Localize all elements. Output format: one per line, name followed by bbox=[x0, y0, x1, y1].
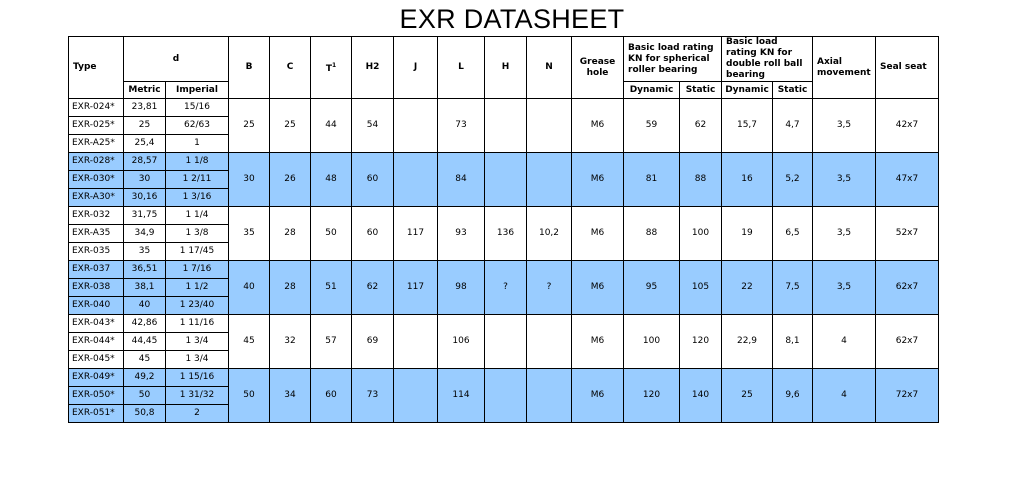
seal-seat-cell: 42x7 bbox=[876, 99, 939, 153]
table-row bbox=[69, 99, 939, 117]
header-c: C bbox=[270, 37, 311, 99]
grease-hole-cell: M6 bbox=[572, 261, 624, 315]
table-row bbox=[69, 315, 939, 333]
dim-l-cell: 93 bbox=[438, 207, 485, 261]
metric-cell: 49,2 bbox=[124, 369, 166, 387]
dim-j-cell: 117 bbox=[394, 207, 438, 261]
header-double-roll-rating: Basic load rating KN for double roll ball bearing bbox=[722, 37, 813, 82]
header-axial-movement: Axial movement bbox=[813, 37, 876, 99]
imperial-cell: 1 1/8 bbox=[166, 153, 229, 171]
dim-n-cell bbox=[527, 153, 572, 207]
type-cell: EXR-045* bbox=[69, 351, 124, 369]
metric-cell: 25 bbox=[124, 117, 166, 135]
dim-h-cell bbox=[485, 153, 527, 207]
spherical-static-cell: 100 bbox=[680, 207, 722, 261]
spherical-dynamic-cell: 59 bbox=[624, 99, 680, 153]
double-dynamic-cell: 22,9 bbox=[722, 315, 773, 369]
dim-h2-cell: 60 bbox=[352, 207, 394, 261]
dim-b-cell: 25 bbox=[229, 99, 270, 153]
dim-b-cell: 40 bbox=[229, 261, 270, 315]
metric-cell: 38,1 bbox=[124, 279, 166, 297]
dim-h2-cell: 54 bbox=[352, 99, 394, 153]
table-body bbox=[69, 99, 939, 423]
table-row bbox=[69, 207, 939, 225]
axial-movement-cell: 3,5 bbox=[813, 153, 876, 207]
type-cell: EXR-040 bbox=[69, 297, 124, 315]
metric-cell: 36,51 bbox=[124, 261, 166, 279]
type-cell: EXR-A25* bbox=[69, 135, 124, 153]
imperial-cell: 1 2/11 bbox=[166, 171, 229, 189]
dim-j-cell: 117 bbox=[394, 261, 438, 315]
table-row bbox=[69, 261, 939, 279]
dim-c-cell: 25 bbox=[270, 99, 311, 153]
dim-h-cell bbox=[485, 99, 527, 153]
dim-t-cell: 50 bbox=[311, 207, 352, 261]
metric-cell: 50 bbox=[124, 387, 166, 405]
imperial-cell: 1 11/16 bbox=[166, 315, 229, 333]
dim-n-cell: 10,2 bbox=[527, 207, 572, 261]
dim-j-cell bbox=[394, 153, 438, 207]
imperial-cell: 1 7/16 bbox=[166, 261, 229, 279]
spherical-dynamic-cell: 81 bbox=[624, 153, 680, 207]
header-t bbox=[311, 37, 352, 99]
dim-b-cell: 45 bbox=[229, 315, 270, 369]
double-dynamic-cell: 16 bbox=[722, 153, 773, 207]
seal-seat-cell: 52x7 bbox=[876, 207, 939, 261]
seal-seat-cell: 62x7 bbox=[876, 261, 939, 315]
dim-h-cell bbox=[485, 315, 527, 369]
imperial-cell: 1 23/40 bbox=[166, 297, 229, 315]
metric-cell: 42,86 bbox=[124, 315, 166, 333]
imperial-cell: 2 bbox=[166, 405, 229, 423]
dim-t-cell: 60 bbox=[311, 369, 352, 423]
axial-movement-cell: 4 bbox=[813, 369, 876, 423]
header-j: J bbox=[394, 37, 438, 99]
header-t-label: T bbox=[325, 64, 332, 74]
type-cell: EXR-030* bbox=[69, 171, 124, 189]
dim-c-cell: 26 bbox=[270, 153, 311, 207]
metric-cell: 25,4 bbox=[124, 135, 166, 153]
header-imperial: Imperial bbox=[166, 82, 229, 99]
dim-j-cell bbox=[394, 315, 438, 369]
type-cell: EXR-025* bbox=[69, 117, 124, 135]
metric-cell: 50,8 bbox=[124, 405, 166, 423]
type-cell: EXR-028* bbox=[69, 153, 124, 171]
header-spherical-static: Static bbox=[680, 82, 722, 99]
type-cell: EXR-037 bbox=[69, 261, 124, 279]
double-static-cell: 8,1 bbox=[773, 315, 813, 369]
double-static-cell: 6,5 bbox=[773, 207, 813, 261]
table-row bbox=[69, 369, 939, 387]
dim-h2-cell: 73 bbox=[352, 369, 394, 423]
imperial-cell: 1 3/4 bbox=[166, 351, 229, 369]
header-type: Type bbox=[69, 37, 124, 99]
imperial-cell: 1 3/16 bbox=[166, 189, 229, 207]
metric-cell: 30,16 bbox=[124, 189, 166, 207]
header-h: H bbox=[485, 37, 527, 99]
dim-l-cell: 98 bbox=[438, 261, 485, 315]
imperial-cell: 1 31/32 bbox=[166, 387, 229, 405]
dim-c-cell: 28 bbox=[270, 207, 311, 261]
spherical-dynamic-cell: 95 bbox=[624, 261, 680, 315]
imperial-cell: 1 17/45 bbox=[166, 243, 229, 261]
axial-movement-cell: 3,5 bbox=[813, 261, 876, 315]
grease-hole-cell: M6 bbox=[572, 315, 624, 369]
header-n: N bbox=[527, 37, 572, 99]
table-row bbox=[69, 153, 939, 171]
spherical-static-cell: 88 bbox=[680, 153, 722, 207]
dim-l-cell: 84 bbox=[438, 153, 485, 207]
spherical-static-cell: 120 bbox=[680, 315, 722, 369]
header-spherical-dynamic: Dynamic bbox=[624, 82, 680, 99]
imperial-cell: 1 3/8 bbox=[166, 225, 229, 243]
metric-cell: 31,75 bbox=[124, 207, 166, 225]
type-cell: EXR-043* bbox=[69, 315, 124, 333]
dim-t-cell: 48 bbox=[311, 153, 352, 207]
metric-cell: 30 bbox=[124, 171, 166, 189]
type-cell: EXR-035 bbox=[69, 243, 124, 261]
dim-h-cell bbox=[485, 369, 527, 423]
imperial-cell: 1 1/4 bbox=[166, 207, 229, 225]
double-dynamic-cell: 22 bbox=[722, 261, 773, 315]
spherical-static-cell: 105 bbox=[680, 261, 722, 315]
header-b: B bbox=[229, 37, 270, 99]
dim-n-cell bbox=[527, 315, 572, 369]
header-double-static: Static bbox=[773, 82, 813, 99]
imperial-cell: 1 3/4 bbox=[166, 333, 229, 351]
dim-t-cell: 51 bbox=[311, 261, 352, 315]
header-l: L bbox=[438, 37, 485, 99]
dim-j-cell bbox=[394, 369, 438, 423]
grease-hole-cell: M6 bbox=[572, 207, 624, 261]
dim-h2-cell: 60 bbox=[352, 153, 394, 207]
dim-l-cell: 73 bbox=[438, 99, 485, 153]
dim-h2-cell: 62 bbox=[352, 261, 394, 315]
grease-hole-cell: M6 bbox=[572, 369, 624, 423]
header-h2: H2 bbox=[352, 37, 394, 99]
type-cell: EXR-032 bbox=[69, 207, 124, 225]
dim-n-cell bbox=[527, 369, 572, 423]
double-dynamic-cell: 15,7 bbox=[722, 99, 773, 153]
dim-b-cell: 30 bbox=[229, 153, 270, 207]
type-cell: EXR-050* bbox=[69, 387, 124, 405]
type-cell: EXR-024* bbox=[69, 99, 124, 117]
grease-hole-cell: M6 bbox=[572, 153, 624, 207]
dim-l-cell: 114 bbox=[438, 369, 485, 423]
double-dynamic-cell: 19 bbox=[722, 207, 773, 261]
grease-hole-cell: M6 bbox=[572, 99, 624, 153]
dim-j-cell bbox=[394, 99, 438, 153]
imperial-cell: 1 bbox=[166, 135, 229, 153]
dim-c-cell: 32 bbox=[270, 315, 311, 369]
axial-movement-cell: 4 bbox=[813, 315, 876, 369]
dim-h-cell: 136 bbox=[485, 207, 527, 261]
dim-t-cell: 57 bbox=[311, 315, 352, 369]
type-cell: EXR-A30* bbox=[69, 189, 124, 207]
spherical-static-cell: 140 bbox=[680, 369, 722, 423]
imperial-cell: 62/63 bbox=[166, 117, 229, 135]
dim-b-cell: 50 bbox=[229, 369, 270, 423]
dim-c-cell: 28 bbox=[270, 261, 311, 315]
axial-movement-cell: 3,5 bbox=[813, 207, 876, 261]
metric-cell: 23,81 bbox=[124, 99, 166, 117]
seal-seat-cell: 62x7 bbox=[876, 315, 939, 369]
metric-cell: 45 bbox=[124, 351, 166, 369]
metric-cell: 35 bbox=[124, 243, 166, 261]
axial-movement-cell: 3,5 bbox=[813, 99, 876, 153]
metric-cell: 34,9 bbox=[124, 225, 166, 243]
header-metric: Metric bbox=[124, 82, 166, 99]
header-double-dynamic: Dynamic bbox=[722, 82, 773, 99]
dim-c-cell: 34 bbox=[270, 369, 311, 423]
dim-n-cell: ? bbox=[527, 261, 572, 315]
dim-h2-cell: 69 bbox=[352, 315, 394, 369]
imperial-cell: 1 1/2 bbox=[166, 279, 229, 297]
dim-l-cell: 106 bbox=[438, 315, 485, 369]
dim-t-cell: 44 bbox=[311, 99, 352, 153]
header-t-superscript: 1 bbox=[331, 62, 337, 69]
spherical-dynamic-cell: 120 bbox=[624, 369, 680, 423]
seal-seat-cell: 72x7 bbox=[876, 369, 939, 423]
double-dynamic-cell: 25 bbox=[722, 369, 773, 423]
page-title: EXR DATASHEET bbox=[399, 4, 625, 34]
header-spherical-rating: Basic load rating KN for spherical roller bearing bbox=[624, 37, 722, 82]
double-static-cell: 5,2 bbox=[773, 153, 813, 207]
header-d: d bbox=[124, 37, 229, 82]
imperial-cell: 1 15/16 bbox=[166, 369, 229, 387]
double-static-cell: 9,6 bbox=[773, 369, 813, 423]
header-grease-hole: Grease hole bbox=[572, 37, 624, 99]
type-cell: EXR-051* bbox=[69, 405, 124, 423]
datasheet-table bbox=[68, 36, 939, 423]
dim-b-cell: 35 bbox=[229, 207, 270, 261]
dim-n-cell bbox=[527, 99, 572, 153]
double-static-cell: 4,7 bbox=[773, 99, 813, 153]
type-cell: EXR-038 bbox=[69, 279, 124, 297]
imperial-cell: 15/16 bbox=[166, 99, 229, 117]
dim-h-cell: ? bbox=[485, 261, 527, 315]
spherical-static-cell: 62 bbox=[680, 99, 722, 153]
metric-cell: 40 bbox=[124, 297, 166, 315]
double-static-cell: 7,5 bbox=[773, 261, 813, 315]
metric-cell: 44,45 bbox=[124, 333, 166, 351]
seal-seat-cell: 47x7 bbox=[876, 153, 939, 207]
header-seal-seat: Seal seat bbox=[876, 37, 939, 99]
type-cell: EXR-044* bbox=[69, 333, 124, 351]
type-cell: EXR-A35 bbox=[69, 225, 124, 243]
type-cell: EXR-049* bbox=[69, 369, 124, 387]
metric-cell: 28,57 bbox=[124, 153, 166, 171]
spherical-dynamic-cell: 100 bbox=[624, 315, 680, 369]
spherical-dynamic-cell: 88 bbox=[624, 207, 680, 261]
